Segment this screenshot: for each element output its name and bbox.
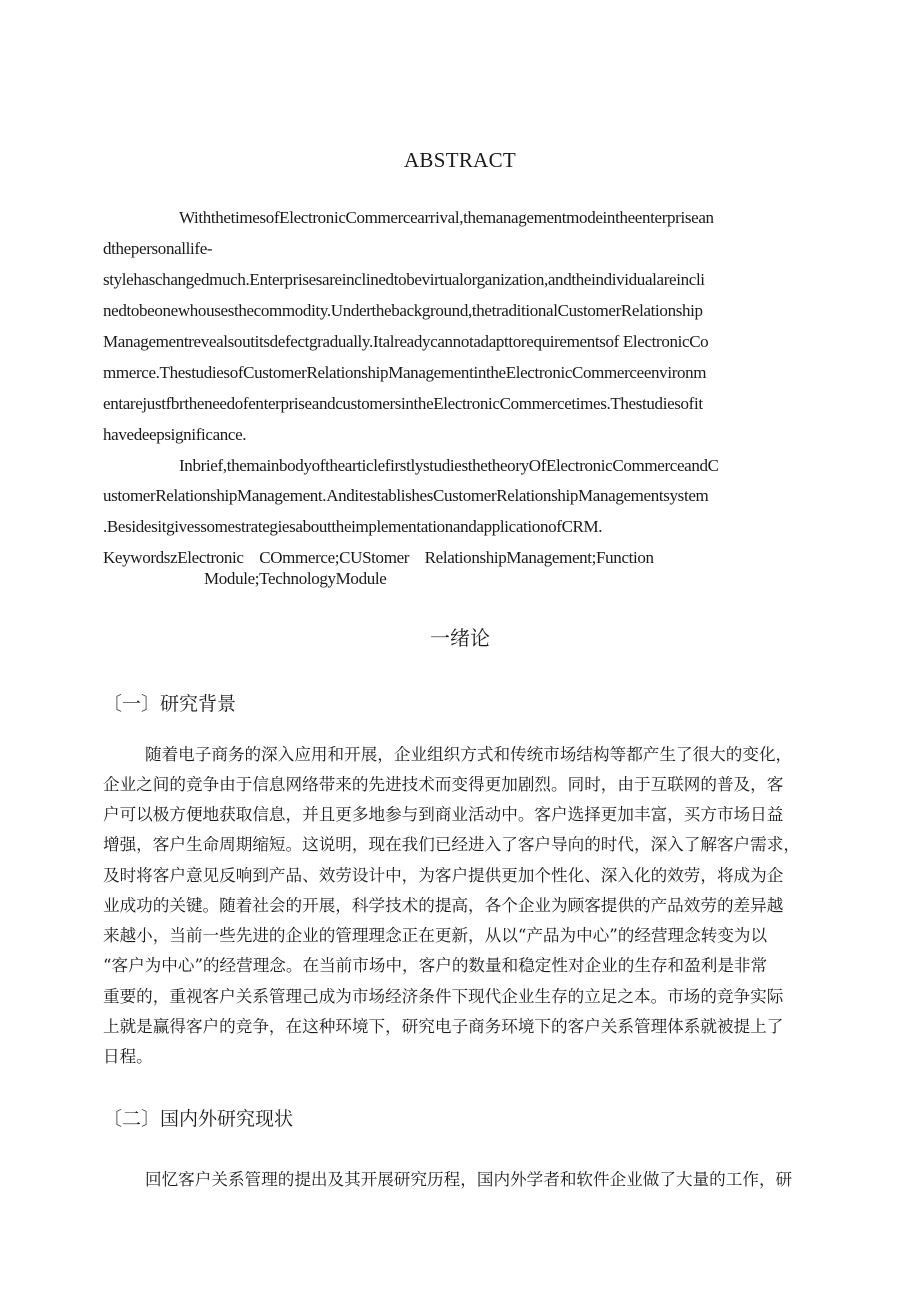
paragraph-line: 业成功的关键。随着社会的开展，科学技术的提高，各个企业为顾客提供的产品效劳的差异越 bbox=[103, 896, 784, 915]
paragraph-line: 回忆客户关系管理的提出及其开展研究历程，国内外学者和软件企业做了大量的工作，研 bbox=[145, 1170, 793, 1189]
paragraph-line: “客户为中心”的经营理念。在当前市场中，客户的数量和稳定性对企业的生存和盈利是非常 bbox=[103, 956, 768, 975]
paragraph-line: 重要的，重视客户关系管理己成为市场经济条件下现代企业生存的立足之本。市场的竞争实际 bbox=[103, 987, 784, 1006]
abstract-line: Managementrevealsoutitsdefectgradually.Italreadycannotadapttorequirementsof ElectronicCo bbox=[103, 332, 709, 351]
abstract-line: .BesidesitgivessomestrategiesabouttheimplementationandapplicationofCRM. bbox=[103, 517, 603, 536]
keywords-line: Module;TechnologyModule bbox=[204, 569, 387, 588]
paragraph-line: 及时将客户意见反响到产品、效劳设计中，为客户提供更加个性化、深入化的效劳，将成为企 bbox=[103, 866, 784, 885]
paragraph-line: 日程。 bbox=[103, 1047, 153, 1066]
chapter-title: 一绪论 bbox=[430, 626, 490, 650]
abstract-line: stylehaschangedmuch.Enterprisesareinclinedtobevirtualorganization,andtheindividualareincli bbox=[103, 270, 705, 289]
paragraph-line: 增强，客户生命周期缩短。这说明，现在我们已经进入了客户导向的时代，深入了解客户需求， bbox=[103, 835, 800, 854]
abstract-line: mmerce.ThestudiesofCustomerRelationshipManagementintheElectronicCommerceenvironm bbox=[103, 363, 707, 382]
paragraph-line: 来越小，当前一些先进的企业的管理理念正在更新，从以“产品为中心”的经营理念转变为以 bbox=[103, 926, 768, 945]
paragraph-line: 上就是赢得客户的竞争，在这种环境下，研究电子商务环境下的客户关系管理体系就被提上了 bbox=[103, 1017, 784, 1036]
paragraph-line: 随着电子商务的深入应用和开展，企业组织方式和传统市场结构等都产生了很大的变化， bbox=[145, 745, 793, 764]
abstract-line: entarejustfbrtheneedofenterpriseandcustomersintheElectronicCommercetimes.Thestudiesofit bbox=[103, 394, 703, 413]
abstract-line: Inbrief,themainbodyofthearticlefirstlystudiesthetheoryOfElectronicCommerceandC bbox=[179, 456, 719, 475]
abstract-line: nedtobeonewhousesthecommodity.Underthebackground,thetraditionalCustomerRelationship bbox=[103, 301, 703, 320]
keywords-line: KeywordszElectronic COmmerce;CUStomer RelationshipManagement;Function bbox=[103, 548, 654, 567]
abstract-line: WiththetimesofElectronicCommercearrival,themanagementmodeintheenterprisean bbox=[179, 208, 714, 227]
abstract-title: ABSTRACT bbox=[403, 148, 517, 172]
abstract-line: ustomerRelationshipManagement.AnditestablishesCustomerRelationshipManagementsystem bbox=[103, 486, 709, 505]
abstract-line: havedeepsignificance. bbox=[103, 425, 247, 444]
section-1-title: 〔一〕研究背景 bbox=[103, 693, 237, 715]
section-2-title: 〔二〕国内外研究现状 bbox=[103, 1108, 294, 1130]
abstract-line: dthepersonallife- bbox=[103, 239, 213, 258]
paragraph-line: 企业之间的竞争由于信息网络带来的先进技术而变得更加剧烈。同时，由于互联网的普及，客 bbox=[103, 775, 784, 794]
paragraph-line: 户可以极方便地获取信息，并且更多地参与到商业活动中。客户选择更加丰富，买方市场日益 bbox=[103, 805, 784, 824]
